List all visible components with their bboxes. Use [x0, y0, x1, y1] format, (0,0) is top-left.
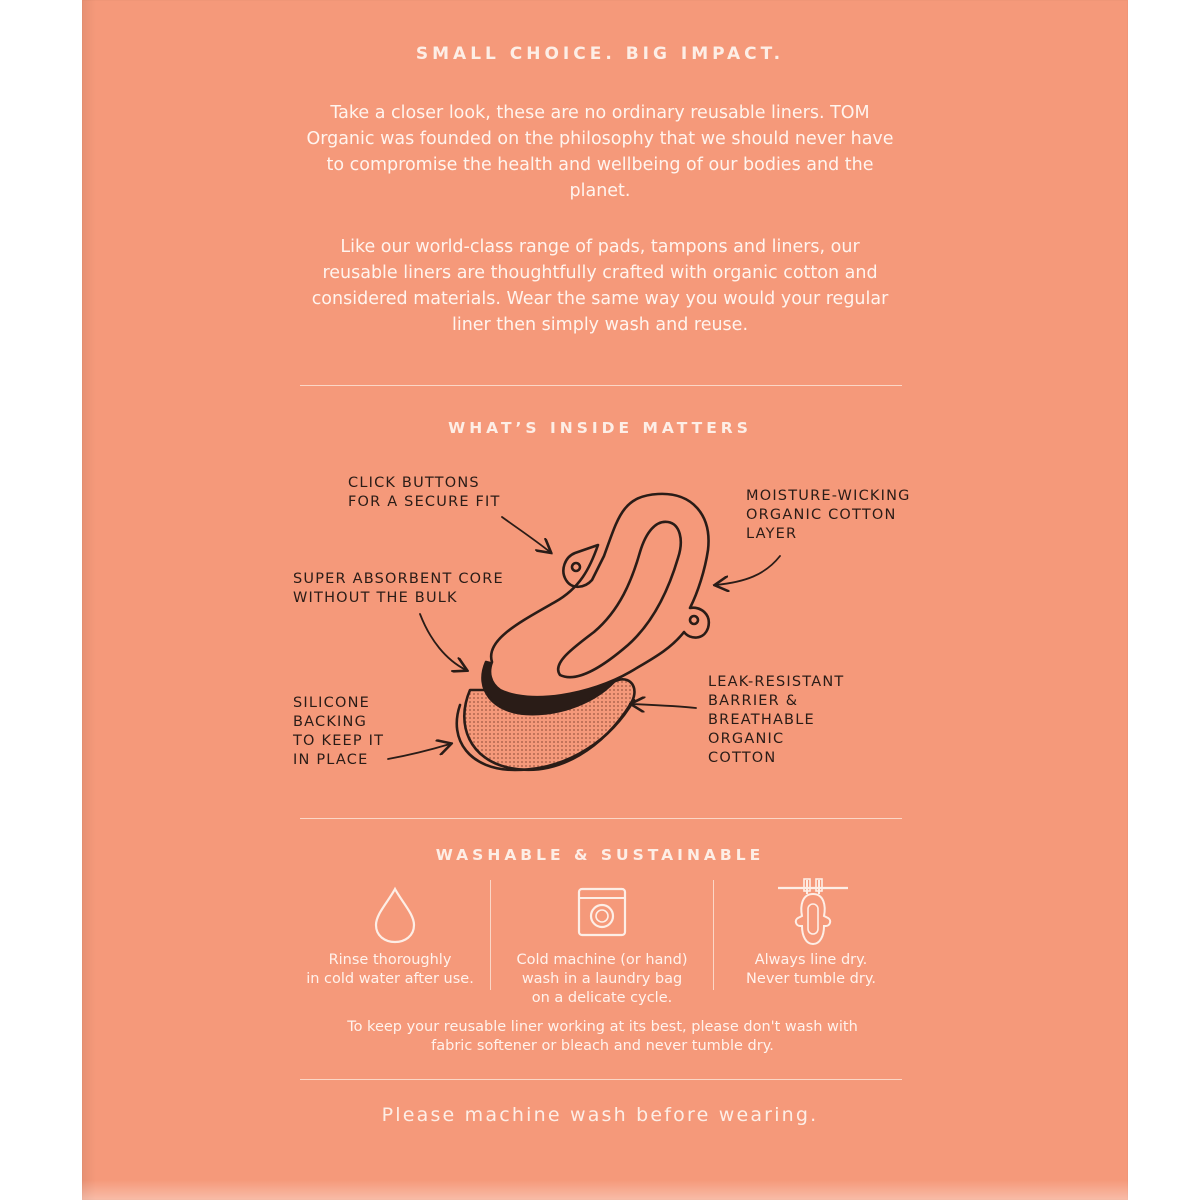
section-divider-2 [300, 818, 902, 819]
section-divider-3 [300, 1079, 902, 1080]
callout-absorbent-core: SUPER ABSORBENT CORE WITHOUT THE BULK [293, 571, 504, 606]
footer-instruction: Please machine wash before wearing. [381, 1104, 819, 1126]
callout-silicone-backing: SILICONE BACKING TO KEEP IT IN PLACE [293, 695, 385, 768]
arrow-moisture-wicking [716, 556, 780, 585]
care-divider-2 [713, 880, 714, 990]
intro-paragraph-2: Like our world-class range of pads, tampons and liners, our reusable liners are thoughtfully crafted with organic cotton and considered materials. Wear the same way you would your regular liner then simply wash and reuse. [311, 237, 889, 335]
washing-machine-icon [576, 886, 628, 938]
callout-moisture-wicking: MOISTURE-WICKING ORGANIC COTTON LAYER [746, 488, 911, 542]
care-divider-1 [490, 880, 491, 990]
intro-heading: SMALL CHOICE. BIG IMPACT. [415, 44, 785, 64]
intro-paragraph-1: Take a closer look, these are no ordinary reusable liners. TOM Organic was founded on the philosophy that we should never have to compromise the health and wellbeing of our bodies and the planet. [306, 103, 894, 201]
care-rinse-text: Rinse thoroughly in cold water after use. [306, 952, 474, 987]
arrow-leak-resistant [632, 704, 696, 708]
snap-button-right [690, 616, 698, 624]
inside-heading: WHAT’S INSIDE MATTERS [448, 419, 752, 437]
arrow-click-buttons [502, 517, 550, 552]
callout-leak-resistant: LEAK-RESISTANT BARRIER & BREATHABLE ORGANIC COTTON [708, 674, 845, 766]
care-note: To keep your reusable liner working at its best, please don't wash with fabric softener or bleach and never tumble dry. [347, 1019, 858, 1054]
water-drop-icon [372, 886, 418, 944]
line-dry-icon [776, 876, 850, 948]
callout-click-buttons: CLICK BUTTONS FOR A SECURE FIT [348, 475, 501, 510]
care-machine-wash-text: Cold machine (or hand) wash in a laundry bag on a delicate cycle. [516, 952, 688, 1006]
washing-heading: WASHABLE & SUSTAINABLE [435, 846, 765, 864]
care-line-dry-text: Always line dry. Never tumble dry. [746, 952, 876, 987]
reusable-liner-illustration [457, 494, 709, 770]
arrow-silicone-backing [388, 744, 450, 759]
arrow-absorbent-core [420, 614, 466, 670]
snap-button-left [572, 563, 580, 571]
